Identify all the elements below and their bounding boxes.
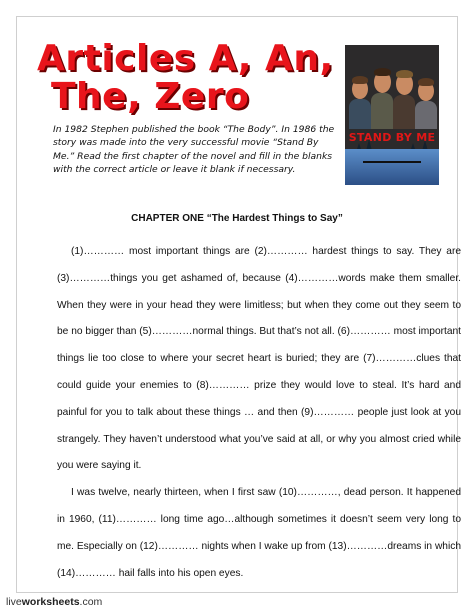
intro-text: In 1982 Stephen published the book “The Body”. In 1986 the story was made into the very successful movie “Stand By Me.” Read the first chapter of the novel and fill in the blanks with the correct article or leave it blank if necessary.: [53, 124, 335, 176]
footer-brand-light: live: [6, 596, 22, 608]
story-paragraph-1: (1)………… most important things are (2)………… hardest things to say. They are (3)…………things you get ashamed of, because (4)…………words make them smaller. When they were in your head they were limitless; but when they come out they seem to be no bigger than (5)…………normal things. But that’s not all. (6)………… most important things lie too close to where your secret heart is buried; they are (7)…………clues that could guide your enemies to (8)………… prize they would love to steal. It’s hard and painful for you to talk about these things … and then (9)………… people just look at you strangely. They haven’t understood what you’ve said at all, or why you almost cried while you were saying it.: [57, 246, 461, 472]
story-paragraph-2: I was twelve, nearly thirteen, when I first saw (10)…………, dead person. It happened in 1960, (11)………… long time ago…although sometimes it doesn’t seem very long to me. Especially on (12)………… nights when I wake up from (13)…………dreams in which (14)………… hail falls into his open eyes.: [57, 487, 461, 579]
poster-title: STAND BY ME: [348, 131, 436, 144]
movie-poster-image: [345, 45, 439, 185]
footer-brand-bold: worksheets: [21, 596, 80, 608]
title-line-2: The, Zero: [51, 76, 250, 117]
worksheet-page: [16, 16, 461, 593]
site-footer-logo: [6, 596, 102, 608]
chapter-heading: CHAPTER ONE “The Hardest Things to Say”: [131, 213, 343, 224]
footer-brand-suffix: .com: [79, 596, 103, 608]
story-text: [57, 239, 461, 587]
title-line-1: Articles A, An,: [37, 38, 334, 79]
